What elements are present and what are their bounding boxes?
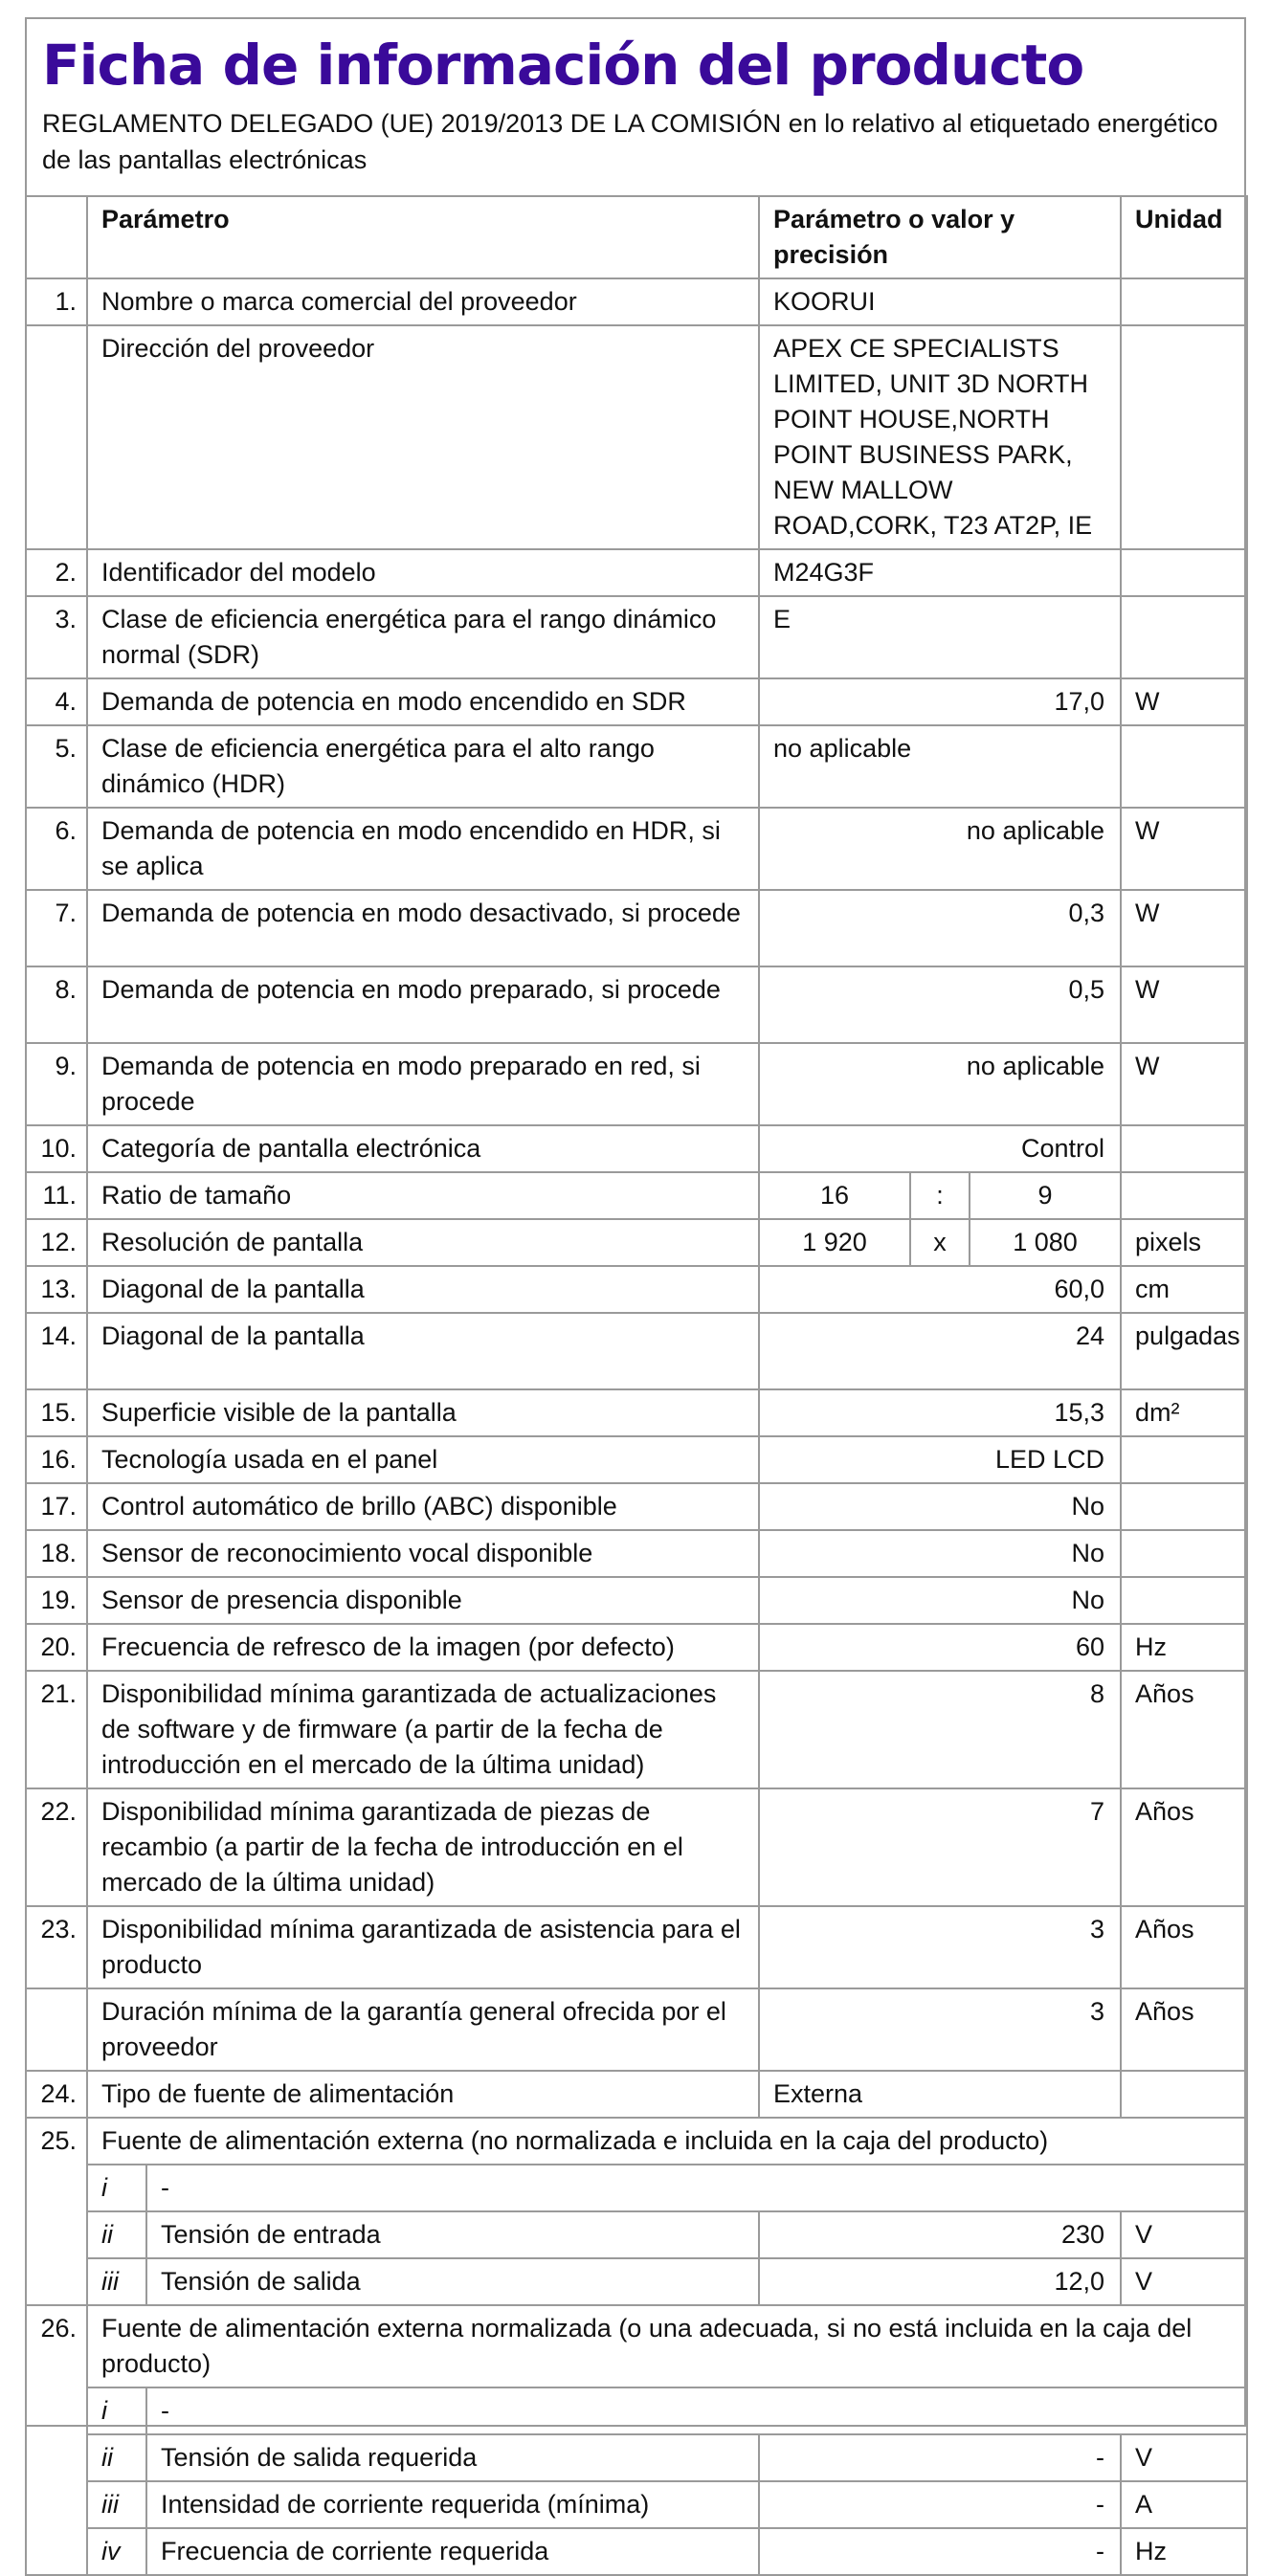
row-value: 15,3 [759,1389,1121,1436]
table-row [26,278,1247,325]
row-number: 14. [26,1313,87,1389]
row-unit: pulgadas [1121,1313,1247,1389]
row-unit: Años [1121,1788,1247,1906]
row-unit: Años [1121,1988,1247,2071]
row-parameter: Demanda de potencia en modo preparado, si procede [87,966,759,1043]
row-parameter: Disponibilidad mínima garantizada de asistencia para el producto [87,1906,759,1988]
row-unit [1121,1436,1247,1483]
table-row [26,725,1247,808]
row-number: 9. [26,1043,87,1125]
table-row [26,1266,1247,1313]
row-unit: W [1121,678,1247,725]
row-number: 8. [26,966,87,1043]
table-subrow [26,2481,1247,2528]
row-value: 7 [759,1788,1121,1906]
ratio-separator: : [910,1172,970,1219]
row-number [26,1988,87,2071]
subrow-index: ii [87,2211,146,2258]
subrow-value: 230 [759,2211,1121,2258]
subrow-value: - [759,2434,1121,2481]
header-unit: Unidad [1121,196,1247,278]
row-parameter: Clase de eficiencia energética para el alto rango dinámico (HDR) [87,725,759,808]
page-title: Ficha de información del producto [42,33,1084,98]
table-row [26,2118,1247,2165]
row-parameter: Demanda de potencia en modo desactivado, si procede [87,890,759,966]
table-subrow [26,2528,1247,2575]
row-value: no aplicable [759,808,1121,890]
resolution-separator: x [910,1219,970,1266]
row-unit: dm² [1121,1389,1247,1436]
table-subrow [26,2258,1247,2305]
table-row [26,1906,1247,1988]
table-row [26,1125,1247,1172]
table-row [26,1577,1247,1624]
row-unit: W [1121,1043,1247,1125]
row-number: 4. [26,678,87,725]
table-row [26,1671,1247,1788]
subrow-parameter: Tensión de entrada [146,2211,759,2258]
row-value: 60,0 [759,1266,1121,1313]
row-value: APEX CE SPECIALISTS LIMITED, UNIT 3D NORTH POINT HOUSE,NORTH POINT BUSINESS PARK, NEW MALLOW ROAD,CORK, T23 AT2P, IE [759,325,1121,549]
row-parameter: Demanda de potencia en modo encendido en HDR, si se aplica [87,808,759,890]
row-parameter: Tipo de fuente de alimentación [87,2071,759,2118]
table-row [26,2305,1247,2387]
row-number: 22. [26,1788,87,1906]
row-value: 8 [759,1671,1121,1788]
row-value: No [759,1483,1121,1530]
table-row [26,1483,1247,1530]
row-number: 10. [26,1125,87,1172]
table-row [26,1624,1247,1671]
table-subrow [26,2165,1247,2211]
row-unit [1121,1483,1247,1530]
ratio-height: 9 [970,1172,1121,1219]
subrow-parameter: Frecuencia de corriente requerida [146,2528,759,2575]
row-parameter: Diagonal de la pantalla [87,1266,759,1313]
row-parameter: Identificador del modelo [87,549,759,596]
row-parameter: Resolución de pantalla [87,1219,759,1266]
subrow-index: i [87,2387,146,2434]
table-row [26,1219,1247,1266]
subrow-value: - [759,2481,1121,2528]
row-parameter: Diagonal de la pantalla [87,1313,759,1389]
row-number: 21. [26,1671,87,1788]
row-parameter: Superficie visible de la pantalla [87,1389,759,1436]
row-unit: Hz [1121,1624,1247,1671]
product-info-sheet [25,17,1246,2565]
subrow-value: 12,0 [759,2258,1121,2305]
row-unit [1121,2071,1247,2118]
table-row [26,1043,1247,1125]
subrow-value: - [759,2528,1121,2575]
row-parameter: Control automático de brillo (ABC) disponible [87,1483,759,1530]
table-row [26,549,1247,596]
row-value: E [759,596,1121,678]
row-number: 17. [26,1483,87,1530]
row-number: 18. [26,1530,87,1577]
row-parameter: Frecuencia de refresco de la imagen (por defecto) [87,1624,759,1671]
row-unit [1121,549,1247,596]
row-unit: W [1121,966,1247,1043]
table-subrow [26,2211,1247,2258]
table-row [26,1389,1247,1436]
row-value: Control [759,1125,1121,1172]
row-unit: W [1121,808,1247,890]
table-row [26,808,1247,890]
row-value: 3 [759,1988,1121,2071]
subrow-index: i [87,2165,146,2211]
row-value: 24 [759,1313,1121,1389]
row-number: 16. [26,1436,87,1483]
row-number: 6. [26,808,87,890]
subrow-unit: Hz [1121,2528,1247,2575]
row-value: 0,3 [759,890,1121,966]
subrow-parameter: - [146,2165,1247,2211]
table-subrow [26,2434,1247,2481]
table-row [26,1530,1247,1577]
row-unit [1121,1577,1247,1624]
row-number: 24. [26,2071,87,2118]
row-value: M24G3F [759,549,1121,596]
table-header-row [26,196,1247,278]
subrow-unit: V [1121,2258,1247,2305]
row-value: No [759,1577,1121,1624]
row-number: 12. [26,1219,87,1266]
subrow-unit: A [1121,2481,1247,2528]
row-number: 26. [26,2305,87,2575]
subrow-index: ii [87,2434,146,2481]
ratio-width: 16 [759,1172,910,1219]
subrow-parameter: Tensión de salida requerida [146,2434,759,2481]
row-value: 3 [759,1906,1121,1988]
table-row [26,325,1247,549]
row-value: no aplicable [759,1043,1121,1125]
table-row [26,1436,1247,1483]
table-row [26,966,1247,1043]
table-row [26,1313,1247,1389]
row-number: 7. [26,890,87,966]
table-row [26,678,1247,725]
row-parameter: Nombre o marca comercial del proveedor [87,278,759,325]
row-unit [1121,325,1247,549]
subrow-parameter: Tensión de salida [146,2258,759,2305]
row-number: 3. [26,596,87,678]
row-number [26,325,87,549]
row-unit [1121,725,1247,808]
row-parameter: Disponibilidad mínima garantizada de actualizaciones de software y de firmware (a partir de la fecha de introducción en el mercado de la última unidad) [87,1671,759,1788]
row-parameter: Tecnología usada en el panel [87,1436,759,1483]
row-parameter: Sensor de reconocimiento vocal disponible [87,1530,759,1577]
table-row [26,890,1247,966]
row-unit: W [1121,890,1247,966]
table-row [26,2071,1247,2118]
subrow-unit: V [1121,2211,1247,2258]
row-parameter: Clase de eficiencia energética para el rango dinámico normal (SDR) [87,596,759,678]
subrow-index: iii [87,2481,146,2528]
table-subrow [26,2387,1247,2434]
subrow-index: iii [87,2258,146,2305]
row-unit: Años [1121,1906,1247,1988]
row-value: 0,5 [759,966,1121,1043]
row-parameter: Demanda de potencia en modo preparado en red, si procede [87,1043,759,1125]
table-row [26,1788,1247,1906]
row-number: 25. [26,2118,87,2305]
row-value: No [759,1530,1121,1577]
row-number: 2. [26,549,87,596]
row-number: 1. [26,278,87,325]
row-parameter: Fuente de alimentación externa (no normalizada e incluida en la caja del producto) [87,2118,1247,2165]
header-value: Parámetro o valor y precisión [759,196,1121,278]
row-number: 13. [26,1266,87,1313]
row-parameter: Demanda de potencia en modo encendido en SDR [87,678,759,725]
row-unit: Años [1121,1671,1247,1788]
row-parameter: Dirección del proveedor [87,325,759,549]
row-value: Externa [759,2071,1121,2118]
row-unit [1121,1172,1247,1219]
subrow-parameter: Intensidad de corriente requerida (mínima) [146,2481,759,2528]
table-row [26,1172,1247,1219]
row-value: 60 [759,1624,1121,1671]
row-parameter: Duración mínima de la garantía general ofrecida por el proveedor [87,1988,759,2071]
row-parameter: Disponibilidad mínima garantizada de piezas de recambio (a partir de la fecha de introducción en el mercado de la última unidad) [87,1788,759,1906]
row-parameter: Categoría de pantalla electrónica [87,1125,759,1172]
row-value: KOORUI [759,278,1121,325]
subrow-parameter: - [146,2387,1247,2434]
row-number: 23. [26,1906,87,1988]
resolution-height: 1 080 [970,1219,1121,1266]
row-parameter: Ratio de tamaño [87,1172,759,1219]
row-unit [1121,1125,1247,1172]
regulation-subtitle: REGLAMENTO DELEGADO (UE) 2019/2013 DE LA COMISIÓN en lo relativo al etiquetado energético de las pantallas electrónicas [42,109,1218,174]
table-row [26,596,1247,678]
row-number: 5. [26,725,87,808]
row-number: 19. [26,1577,87,1624]
subrow-unit: V [1121,2434,1247,2481]
row-unit [1121,596,1247,678]
row-number: 15. [26,1389,87,1436]
row-parameter: Sensor de presencia disponible [87,1577,759,1624]
product-info-table [25,195,1248,2576]
row-parameter: Fuente de alimentación externa normalizada (o una adecuada, si no está incluida en la caja del producto) [87,2305,1247,2387]
resolution-width: 1 920 [759,1219,910,1266]
row-value: LED LCD [759,1436,1121,1483]
header-number [26,196,87,278]
row-unit [1121,1530,1247,1577]
row-value: 17,0 [759,678,1121,725]
row-number: 11. [26,1172,87,1219]
row-unit: pixels [1121,1219,1247,1266]
row-unit: cm [1121,1266,1247,1313]
row-value: no aplicable [759,725,1121,808]
row-number: 20. [26,1624,87,1671]
header-parameter: Parámetro [87,196,759,278]
row-unit [1121,278,1247,325]
table-row [26,1988,1247,2071]
subrow-index: iv [87,2528,146,2575]
